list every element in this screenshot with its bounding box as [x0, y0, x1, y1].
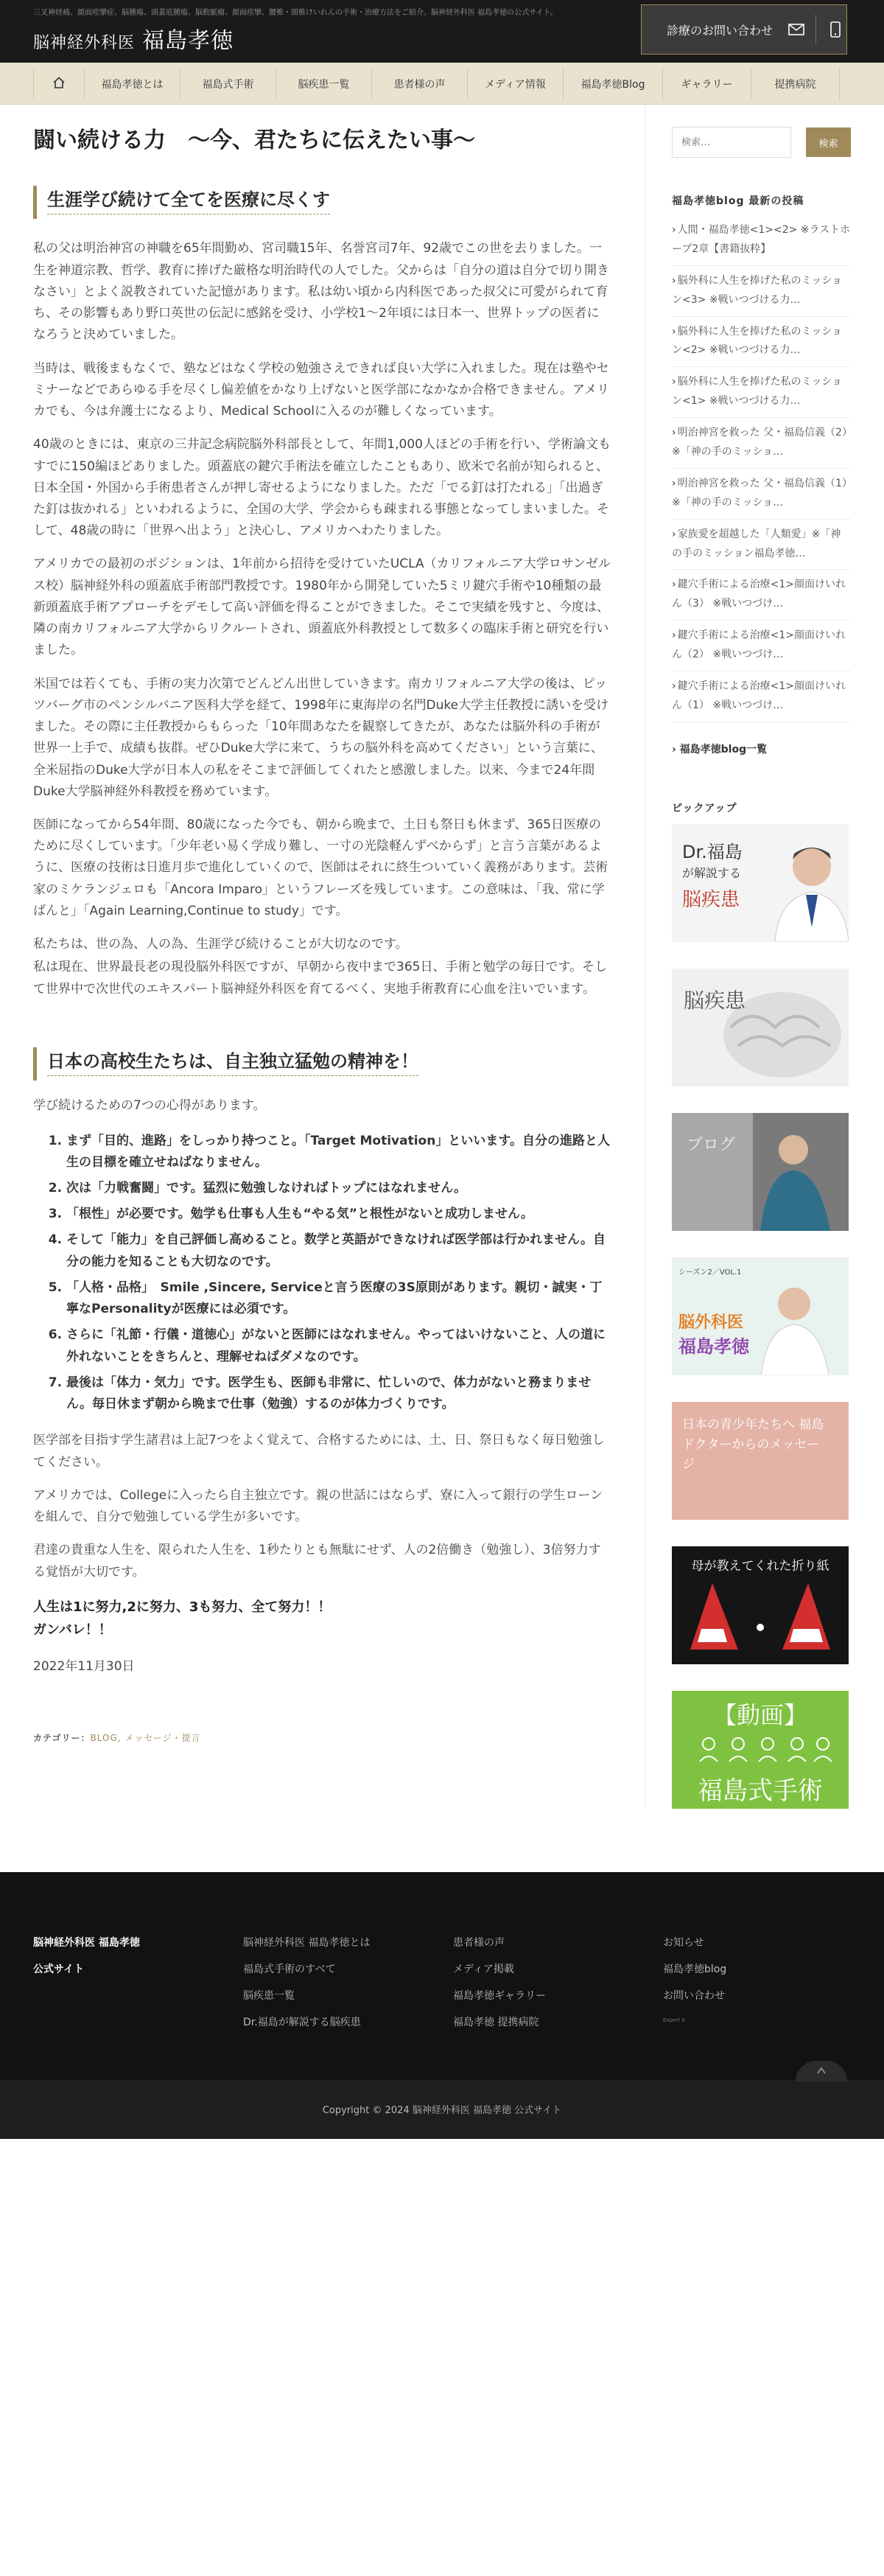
- list-item[interactable]: › 人間・福島孝徳<1><2> ※ラストホープ2章【書籍抜粋】: [672, 215, 851, 266]
- list-item[interactable]: › 脳外科に人生を捧げた私のミッション<3> ※戦いつづける力…: [672, 266, 851, 317]
- rules-list: [33, 1131, 611, 1416]
- paragraph: 君達の貴重な人生を、限られた人生を、1秒たりとも無駄にせず、人の2倍働き（勉強し）、3倍努力する覚悟が大切です。: [33, 1543, 601, 1580]
- home-icon: [52, 77, 66, 91]
- category-label: カテゴリー：: [33, 1732, 91, 1743]
- list-item[interactable]: › 鍵穴手術による治療<1>顔面けいれん（1） ※戦いつづけ…: [672, 671, 851, 722]
- banner-text: Dr.福島: [682, 841, 743, 862]
- footer-link[interactable]: 脳疾患一覧: [243, 1989, 295, 2002]
- footer-link[interactable]: 脳神経外科医 福島孝徳とは: [243, 1936, 371, 1949]
- list-item: 5. 「人格・品格」 Smile ,Sincere, Serviceと言う医療の3S原則があります。親切・誠実・丁寧なPersonalityが医療には必須です。: [66, 1277, 611, 1320]
- list-item: 3. 「根性」が必要です。勉学も仕事も人生も“やる気”と根性がないと成功しません。: [66, 1204, 611, 1225]
- banner-text: 福島孝徳: [678, 1336, 749, 1357]
- banner-text: 日本の青少年たちへ 福島ドクターからのメッセージ: [682, 1417, 824, 1473]
- banner-text: 【動画】: [712, 1700, 807, 1729]
- chevron-right-icon: ›: [672, 325, 676, 338]
- nav-item-gallery[interactable]: ギャラリー: [663, 69, 751, 100]
- global-nav: [0, 63, 884, 105]
- emphasis-line: ガンバレ！！: [33, 1622, 112, 1638]
- section-heading-2: 日本の高校生たちは、自主独立猛勉の精神を！: [33, 1047, 611, 1081]
- site-title-link[interactable]: [33, 22, 234, 55]
- site-footer: [0, 1872, 884, 2080]
- list-item: 4. そして「能力」を自己評価し高めること。数学と英語ができなければ医学部は行かれません。自分の能力を知ることも大切なのです。: [66, 1229, 611, 1272]
- contact-box[interactable]: [641, 4, 847, 55]
- surgeon-photo-icon: [672, 1113, 849, 1231]
- banner-text: 母が教えてくれた折り紙: [691, 1558, 829, 1574]
- search-input[interactable]: [672, 127, 791, 158]
- banner-origami[interactable]: [672, 1546, 849, 1664]
- footer-link[interactable]: メディア掲載: [453, 1963, 514, 1975]
- chevron-right-icon: ›: [672, 629, 676, 642]
- footer-link[interactable]: 患者様の声: [453, 1936, 505, 1949]
- search-form: [672, 127, 851, 158]
- nav-item-media[interactable]: メディア情報: [468, 69, 564, 100]
- list-item: 6. さらに「礼節・行儀・道徳心」がないと医師にはなれません。やってはいけないこと、人の道に外れないことをきちんと、理解せねばダメなのです。: [66, 1324, 611, 1367]
- paragraph: 当時は、戦後まもなくで、塾などはなく学校の勉強さえできれば良い大学に入れました。現在は塾やセミナーなどであらゆる手を尽くし偏差値をかなり上げないと医学部になかなか合格できません。アメリカでも、今は弁護士になるより、Medical Schoolに入るのが難しくなっています。: [33, 360, 609, 419]
- footer-link[interactable]: 福島式手術のすべて: [243, 1963, 336, 1975]
- category-links[interactable]: BLOG, メッセージ・提言: [90, 1732, 201, 1743]
- list-item[interactable]: › 脳外科に人生を捧げた私のミッション<1> ※戦いつづける力…: [672, 367, 851, 418]
- list-item[interactable]: › 脳外科に人生を捧げた私のミッション<2> ※戦いつづける力…: [672, 317, 851, 368]
- article: [0, 105, 645, 1809]
- back-to-top-button[interactable]: [796, 2061, 847, 2081]
- footer-column-4: [663, 1930, 726, 2031]
- banner-text: 脳疾患: [684, 988, 746, 1013]
- section-lead: 学び続けるための7つの心得があります。: [33, 1098, 266, 1114]
- footer-small-link[interactable]: Expert X: [663, 2017, 685, 2023]
- banner-text: 福島式手術: [698, 1776, 823, 1806]
- paragraph: アメリカでの最初のポジションは、1年前から招待を受けていたUCLA（カリフォルニア大学ロサンゼルス校）脳神経外科の頭蓋底手術部門教授です。1980年から開発していた5ミリ鍵穴手術や10種類の最新頭蓋底手術アプローチをデモして高い評価を得ることができました。そこで実績を残すと、今度は、隣の南カリフォルニア大学からリクルートされ、頭蓋底外科教授として数多くの臨床手術と研究を行いました。: [33, 556, 611, 658]
- latest-posts-title: 福島孝徳blog 最新の投稿: [672, 195, 804, 207]
- banner-text: が解説する: [682, 865, 742, 880]
- footer-brand: [33, 1930, 140, 1983]
- footer-link[interactable]: 福島孝徳ギャラリー: [453, 1989, 546, 2002]
- footer-link[interactable]: Dr.福島が解説する脳疾患: [243, 2016, 361, 2028]
- list-item[interactable]: › 家族愛を超越した「人類愛」※「神の手のミッション福島孝徳…: [672, 520, 851, 570]
- banner-blog[interactable]: [672, 1113, 849, 1231]
- site-title-prefix: 脳神経外科医: [33, 34, 136, 52]
- sidebar: [645, 105, 884, 1809]
- latest-posts-list: [672, 215, 851, 722]
- section-heading-1: 生涯学び続けて全てを医療に尽くす: [33, 186, 611, 219]
- chevron-right-icon: ›: [672, 528, 676, 540]
- pickup-title: ピックアップ: [672, 802, 737, 814]
- copyright-bar: [0, 2080, 884, 2139]
- paragraph: 私の父は明治神宮の神職を65年間勤め、宮司職15年、名誉宮司7年、92歳でこの世を去りました。一生を神道宗教、哲学、教育に捧げた厳格な明治時代の人でした。父からは「自分の道は自分で切り開きなさい」とよく説教されていた記憶があります。私は幼い頃から内科医であった叔父に可愛がられて育ち、その影響もあり野口英世の伝記に感銘を受け、小学校1～2年頃には日本一、世界トップの医者になろうと決めていました。: [33, 241, 609, 343]
- banner-text: シーズン2／VOL.1: [678, 1268, 742, 1277]
- search-button[interactable]: 検索: [806, 128, 851, 157]
- chevron-right-icon: ›: [672, 743, 680, 755]
- footer-column-3: [453, 1930, 546, 2036]
- banner-text: 脳外科医: [678, 1313, 744, 1332]
- chevron-right-icon: ›: [672, 477, 676, 489]
- nav-home[interactable]: [33, 69, 85, 100]
- paragraph: 米国では若くても、手術の実力次第でどんどん出世していきます。南カリフォルニア大学の後は、ピッツバーグ市のペンシルバニア医科大学を経て、1998年に東海岸の名門Duke大学主任教授に誘いを受けました。その際に主任教授からもらった「10年間あなたを観察してきたが、あなたは脳外科の手術が世界一上手で、成績も抜群。ぜひDuke大学に来て、うちの脳外科を高めてください」という言葉に、全米屈指のDuke大学が日本人の私をそこまで評価してくれたと感激しました。以来、今まで24年間Duke大学脳神経外科教授を務めています。: [33, 676, 609, 799]
- footer-link[interactable]: 福島孝徳blog: [663, 1963, 727, 1975]
- banner-surgery-video[interactable]: [672, 1691, 849, 1809]
- contact-divider: [815, 15, 816, 44]
- phone-icon[interactable]: [827, 21, 844, 38]
- chevron-right-icon: ›: [672, 274, 676, 287]
- banner-message-youth[interactable]: [672, 1402, 849, 1520]
- chevron-right-icon: ›: [672, 224, 676, 236]
- list-item: 7. 最後は「体力・気力」です。医学生も、医師も非常に、忙しいので、体力がないと務まりません。毎日休まず朝から晩まで仕事（勉強）するのが体力づくりです。: [66, 1372, 611, 1415]
- contact-label[interactable]: 診療のお問い合わせ: [667, 23, 774, 38]
- arrow-up-icon: [817, 2065, 826, 2077]
- chevron-right-icon: ›: [672, 579, 676, 591]
- nav-item-blog[interactable]: 福島孝徳Blog: [564, 69, 663, 100]
- site-tagline: 三叉神経痛、顔面痙攣症、脳腫瘍、頭蓋底腫瘍、脳動脈瘤、顔面痙攣、腰椎・頸椎けいれんの手術・治療方法をご紹介。脳神経外科医 福島孝徳の公式サイト。: [33, 9, 558, 17]
- blog-list-link[interactable]: › 福島孝徳blog一覧: [672, 743, 768, 755]
- list-item[interactable]: › 明治神宮を救った 父・福島信義（1）※「神の手のミッショ…: [672, 469, 851, 520]
- nav-item-about[interactable]: 福島孝徳とは: [85, 69, 180, 100]
- footer-column-2: [243, 1930, 370, 2036]
- banner-brain-diseases[interactable]: [672, 968, 849, 1086]
- nav-items: [85, 69, 840, 100]
- chevron-right-icon: ›: [672, 427, 676, 439]
- list-item[interactable]: › 鍵穴手術による治療<1>顔面けいれん（3） ※戦いつづけ…: [672, 570, 851, 621]
- footer-link[interactable]: 福島孝徳 提携病院: [453, 2016, 539, 2028]
- banner-text: ブログ: [687, 1135, 736, 1154]
- paragraph: アメリカでは、Collegeに入ったら自主独立です。親の世話にはならず、寮に入って銀行の学生ローンを組んで、自分で勉強している学生が多いです。: [33, 1487, 603, 1525]
- nav-item-hospitals[interactable]: 提携病院: [751, 69, 840, 100]
- copyright-text: Copyright © 2024 脳神経外科医 福島孝徳 公式サイト: [322, 2105, 562, 2117]
- site-title-name: 福島孝徳: [142, 28, 234, 54]
- footer-link[interactable]: お知らせ: [663, 1936, 704, 1949]
- site-header: [0, 0, 884, 105]
- list-item: 1. まず「目的、進路」をしっかり持つこと。「Target Motivation」といいます。自分の進路と人生の目標を確立せねばなりません。: [66, 1131, 611, 1173]
- mail-icon[interactable]: [787, 21, 805, 38]
- top-bar: [0, 0, 884, 63]
- nav-item-diseases[interactable]: 脳疾患一覧: [276, 69, 372, 100]
- chevron-right-icon: ›: [672, 680, 676, 693]
- list-item[interactable]: › 明治神宮を救った 父・福島信義（2）※「神の手のミッショ…: [672, 418, 851, 469]
- footer-link[interactable]: お問い合わせ: [663, 1989, 725, 2002]
- banner-dr-fukushima-diseases[interactable]: [672, 824, 849, 942]
- list-item: 2. 次は「力戦奮闘」です。猛烈に勉強しなければトップにはなれません。: [66, 1178, 611, 1199]
- nav-item-surgery[interactable]: 福島式手術: [180, 69, 276, 100]
- paragraph: 40歳のときには、東京の三井記念病院脳外科部長として、年間1,000人ほどの手術を行い、学術論文もすでに150編ほどありました。頭蓋底の鍵穴手術法を確立したこともあり、欧米で名前が知られると、日本全国・外国から手術患者さんが押し寄せるようになりました。ただ「でる釘は打たれる」「出過ぎた釘は抜かれる」といわれるように、全国の大学、学会からも疎まれる事態となってしまいました。そして、48歳の時に「世界へ出よう」と決心し、アメリカへわたりました。: [33, 437, 611, 539]
- page-title: 闘い続ける力 ～今、君たちに伝えたい事～: [33, 128, 475, 153]
- banner-season2[interactable]: [672, 1257, 849, 1375]
- post-date: 2022年11月30日: [33, 1658, 135, 1674]
- banner-text: 脳疾患: [682, 888, 740, 911]
- emphasis-line: 人生は1に努力,2に努力、3も努力、全て努力！！: [33, 1599, 332, 1615]
- footer-brand-line: 脳神経外科医 福島孝徳: [33, 1936, 140, 1949]
- paragraph: 医学部を目指す学生諸君は上記7つをよく覚えて、合格するためには、土、日、祭日もなく毎日勉強してください。: [33, 1433, 605, 1470]
- nav-item-patients[interactable]: 患者様の声: [372, 69, 468, 100]
- paragraph: 私は現在、世界最長老の現役脳外科医ですが、早朝から夜中まで365日、手術と勉学の毎日です。そして世界中で次世代のエキスパート脳神経外科医を育てるべく、実地手術教育に心血を注いでいます。: [33, 960, 608, 996]
- paragraph: 私たちは、世の為、人の為、生涯学び続けることが大切なのです。: [33, 937, 408, 952]
- list-item[interactable]: › 鍵穴手術による治療<1>顔面けいれん（2） ※戦いつづけ…: [672, 621, 851, 671]
- post-category: [33, 1731, 611, 1744]
- paragraph: 医師になってから54年間、80歳になった今でも、朝から晩まで、土日も祭日も休まず、365日医療のために尽くしています。「少年老い易く学成り難し、一寸の光陰軽んずべからず」と言う言葉があるように、医療の技術は日進月歩で進化していくので、医師はそれに終生ついていく義務があります。芸術家のミケランジェロも「Ancora Imparo」というフレーズを残しています。この意味は、「我、常に学ばんと」「Again Learning,Continue to study」です。: [33, 817, 608, 918]
- content-wrap: [0, 105, 884, 1809]
- chevron-right-icon: ›: [672, 376, 676, 388]
- footer-brand-line: 公式サイト: [33, 1963, 85, 1975]
